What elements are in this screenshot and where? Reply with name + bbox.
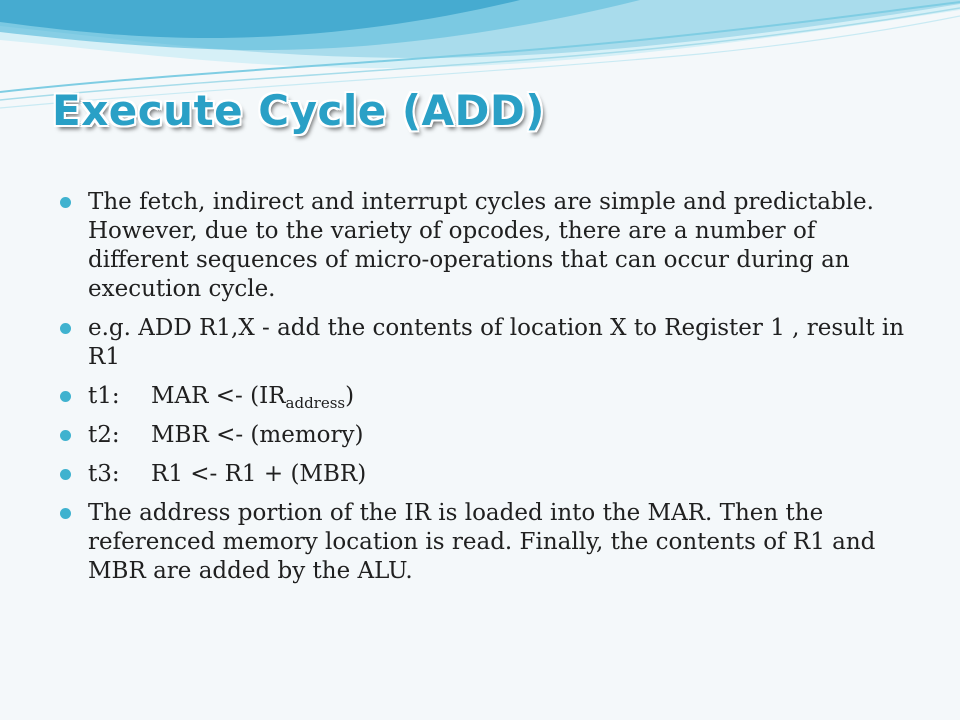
bullet-item	[60, 499, 910, 586]
bullet-list	[60, 188, 910, 596]
bullet-item-t3	[60, 460, 910, 489]
bullet-icon	[60, 430, 71, 441]
step-label: t1:	[88, 383, 120, 409]
bullet-icon	[60, 391, 71, 402]
bullet-icon	[60, 197, 71, 208]
bullet-item	[60, 314, 910, 372]
step-label: t2:	[88, 422, 120, 448]
step-label: t3:	[88, 461, 120, 487]
step-text: R1 <- R1 + (MBR)	[151, 461, 367, 487]
step-subscript: address	[285, 394, 346, 412]
slide-title: Execute Cycle (ADD)	[52, 86, 545, 135]
bullet-text: The fetch, indirect and interrupt cycles are simple and predictable. However, due to the variety of opcodes, there are a number of different sequences of micro-operations that can occur during an execution cycle.	[88, 189, 874, 302]
bullet-text: The address portion of the IR is loaded into the MAR. Then the referenced memory location is read. Finally, the contents of R1 and MBR are added by the ALU.	[88, 500, 876, 584]
bullet-icon	[60, 469, 71, 480]
step-text-close: )	[345, 383, 355, 409]
bullet-item-t1	[60, 382, 910, 411]
bullet-item	[60, 188, 910, 304]
step-text: MAR <- (IR	[151, 383, 286, 409]
bullet-item-t2	[60, 421, 910, 450]
step-text: MBR <- (memory)	[151, 422, 364, 448]
bullet-text: e.g. ADD R1,X - add the contents of location X to Register 1 , result in R1	[88, 315, 905, 370]
bullet-icon	[60, 508, 71, 519]
bullet-icon	[60, 323, 71, 334]
